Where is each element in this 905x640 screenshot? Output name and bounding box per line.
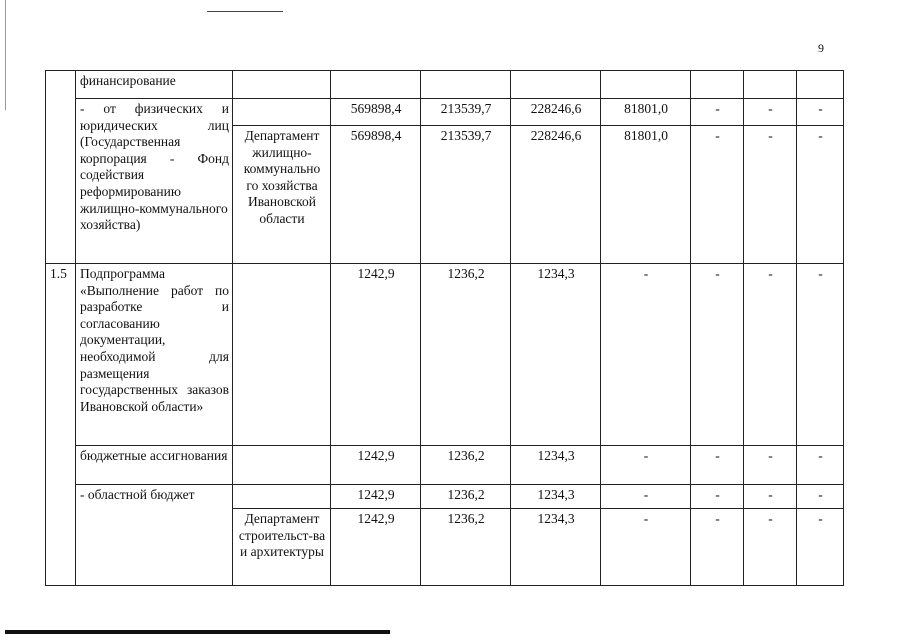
value-cell: -: [691, 264, 744, 446]
value-cell: 228246,6: [511, 99, 601, 126]
financing-table: [45, 70, 844, 586]
value-cell: 81801,0: [601, 126, 691, 264]
value-cell: -: [797, 264, 844, 446]
label-cell: финансирование: [76, 71, 233, 99]
dept-cell: [233, 485, 331, 509]
value-cell: -: [797, 126, 844, 264]
value-cell: 81801,0: [601, 99, 691, 126]
value-cell: 213539,7: [421, 126, 511, 264]
value-cell: 1242,9: [331, 509, 421, 586]
dept-cell: [233, 99, 331, 126]
table-row: [46, 264, 844, 446]
value-cell: 1234,3: [511, 446, 601, 485]
dept-cell: [233, 446, 331, 485]
value-cell: [331, 71, 421, 99]
value-cell: 1242,9: [331, 485, 421, 509]
table-row: [46, 485, 844, 509]
dept-cell: Департамент строительст-ва и архитектуры: [233, 509, 331, 586]
value-cell: [421, 71, 511, 99]
table-row: [46, 99, 844, 126]
value-cell: -: [744, 126, 797, 264]
value-cell: 1242,9: [331, 446, 421, 485]
value-cell: -: [601, 509, 691, 586]
value-cell: -: [691, 126, 744, 264]
dept-cell: Департамент жилищно-коммунально го хозяйства Ивановской области: [233, 126, 331, 264]
value-cell: -: [797, 509, 844, 586]
value-cell: [744, 71, 797, 99]
value-cell: -: [797, 99, 844, 126]
label-cell: - областной бюджет: [76, 485, 233, 586]
value-cell: 1236,2: [421, 509, 511, 586]
value-cell: -: [691, 446, 744, 485]
value-cell: -: [691, 485, 744, 509]
value-cell: -: [691, 509, 744, 586]
value-cell: 1234,3: [511, 264, 601, 446]
table-row: [46, 71, 844, 99]
header-rule: [207, 11, 283, 12]
table-row: [46, 446, 844, 485]
row-number-cell: [46, 71, 76, 264]
value-cell: 228246,6: [511, 126, 601, 264]
value-cell: [511, 71, 601, 99]
label-cell: бюджетные ассигнования: [76, 446, 233, 485]
value-cell: -: [797, 485, 844, 509]
value-cell: 1236,2: [421, 264, 511, 446]
row-number-cell: 1.5: [46, 264, 76, 586]
dept-cell: [233, 264, 331, 446]
value-cell: -: [601, 485, 691, 509]
value-cell: 213539,7: [421, 99, 511, 126]
value-cell: -: [744, 99, 797, 126]
value-cell: -: [601, 446, 691, 485]
dept-cell: [233, 71, 331, 99]
label-cell: Подпрограмма «Выполнение работ по разработке и согласованию документации, необходимой для размещения государственных заказов Ивановской области»: [76, 264, 233, 446]
scan-margin-line: [5, 0, 6, 110]
value-cell: 1242,9: [331, 264, 421, 446]
value-cell: 1234,3: [511, 509, 601, 586]
value-cell: -: [601, 264, 691, 446]
value-cell: -: [744, 446, 797, 485]
value-cell: -: [744, 264, 797, 446]
value-cell: -: [744, 509, 797, 586]
value-cell: [797, 71, 844, 99]
value-cell: -: [691, 99, 744, 126]
value-cell: -: [744, 485, 797, 509]
value-cell: -: [797, 446, 844, 485]
label-cell: - от физических и юридических лиц (Государственная корпорация - Фонд содействия реформированию жилищно-коммунального хозяйства): [76, 99, 233, 264]
value-cell: 1236,2: [421, 446, 511, 485]
value-cell: [601, 71, 691, 99]
value-cell: 1234,3: [511, 485, 601, 509]
footer-rule: [5, 630, 390, 634]
value-cell: [691, 71, 744, 99]
value-cell: 569898,4: [331, 126, 421, 264]
value-cell: 569898,4: [331, 99, 421, 126]
page-number: 9: [818, 41, 824, 55]
value-cell: 1236,2: [421, 485, 511, 509]
